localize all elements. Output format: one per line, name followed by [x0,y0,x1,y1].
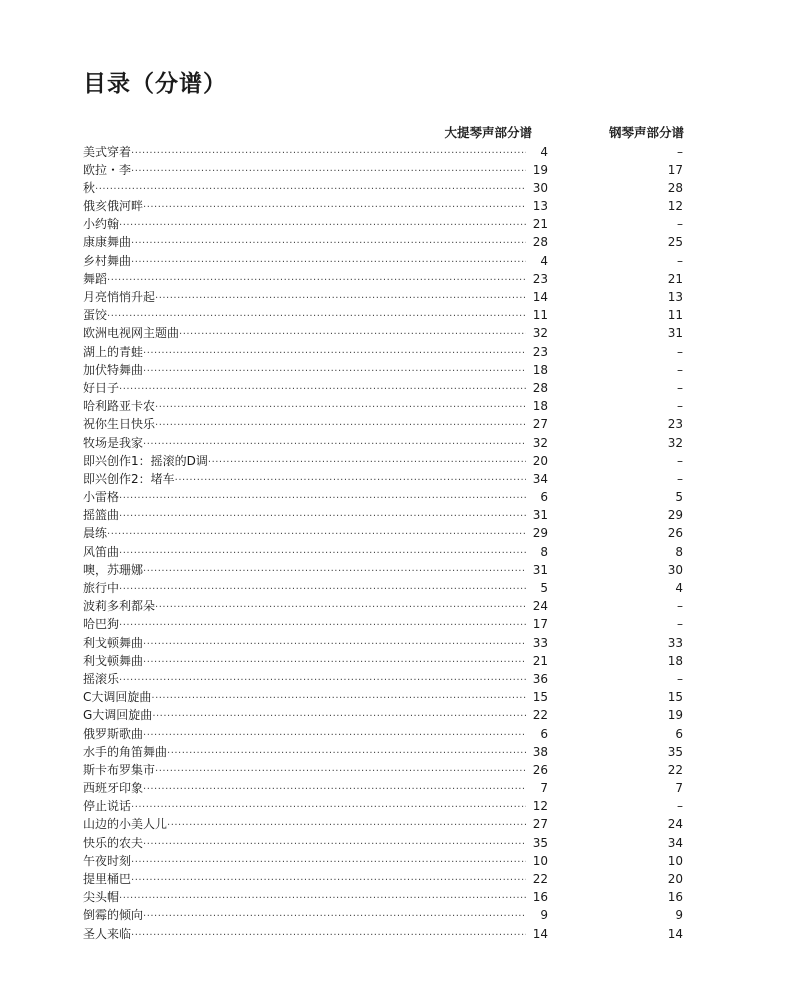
dot-leader [119,381,526,399]
entry-title: 小雷格 [83,490,120,505]
entry-title: 噢，苏珊娜 [83,562,144,577]
entry-title: 好日子 [83,380,120,395]
piano-page-number: – [677,253,683,268]
piano-page-number: 18 [667,653,683,668]
dot-leader [143,563,526,581]
toc-entry [83,179,684,197]
dot-leader [167,745,526,763]
piano-page-number: – [677,362,683,377]
viola-page-number: 32 [532,435,548,450]
toc-entry [83,379,684,397]
viola-page-number: 24 [532,599,548,614]
piano-page-number: – [677,399,683,414]
entry-title: 即兴创作2：堵车 [83,471,175,486]
dot-leader [143,636,526,654]
viola-page-number: 27 [532,417,548,432]
toc-entry [83,761,684,779]
piano-page-number: 11 [667,308,683,323]
toc-entry [83,361,684,379]
piano-page-number: 9 [675,908,683,923]
viola-page-number: 31 [532,562,548,577]
toc-entry [83,161,684,179]
dot-leader [119,581,526,599]
piano-page-number: – [677,617,683,632]
toc-entry [83,143,684,161]
viola-page-number: 20 [532,453,548,468]
dot-leader [119,617,526,635]
piano-page-number: 30 [667,562,683,577]
toc-entry [83,434,684,452]
entry-title: 祝你生日快乐 [83,417,156,432]
piano-page-number: 22 [667,762,683,777]
viola-page-number: 30 [532,180,548,195]
dot-leader [119,890,526,908]
toc-entry [83,706,684,724]
dot-leader [143,199,526,217]
piano-page-number: 12 [667,199,683,214]
dot-leader [155,417,526,435]
entry-title: 旅行中 [83,581,120,595]
dot-leader [107,272,526,290]
viola-page-number: 26 [532,762,548,777]
viola-page-number: 8 [540,544,548,559]
dot-leader [131,235,526,253]
dot-leader [131,145,526,163]
toc-entry [83,597,684,615]
dot-leader [143,781,526,799]
piano-page-number: 17 [667,162,683,177]
dot-leader [95,181,526,199]
piano-page-number: 29 [667,508,683,523]
dot-leader [119,508,526,526]
entry-title: 尖头帽 [83,890,120,905]
dot-leader [131,799,526,817]
entry-title: 哈利路亚卡农 [83,399,156,414]
entry-title: 欧洲电视网主题曲 [83,326,180,341]
dot-leader [208,454,526,472]
viola-column-header: 大提琴声部分谱 [444,125,532,140]
entry-title: 山边的小美人儿 [83,817,168,832]
piano-page-number: 35 [667,744,683,759]
viola-page-number: 22 [532,872,548,886]
dot-leader [119,217,526,235]
entry-title: 倒霉的倾向 [83,908,144,923]
dot-leader [131,163,526,181]
viola-page-number: 6 [540,726,548,741]
piano-page-number: 31 [667,326,683,341]
viola-page-number: 23 [532,271,548,286]
piano-page-number: – [677,671,683,686]
piano-page-number: – [677,799,683,814]
entry-title: 利戈顿舞曲 [83,653,144,668]
toc-entry [83,470,684,488]
entry-title: 水手的角笛舞曲 [83,744,168,759]
toc-entry [83,779,684,797]
toc-entry [83,688,684,706]
dot-leader [143,654,526,672]
viola-page-number: 7 [540,781,548,796]
viola-page-number: 10 [532,853,548,868]
dot-leader [155,763,526,781]
entry-title: 晨练 [83,526,108,541]
toc-entry [83,725,684,743]
entry-title: 舞蹈 [83,271,108,286]
entry-title: 加伏特舞曲 [83,362,144,377]
viola-page-number: 27 [532,817,548,832]
dot-leader [131,254,526,272]
dot-leader [167,817,526,835]
piano-page-number: – [677,471,683,486]
dot-leader [152,708,526,726]
dot-leader [131,872,526,890]
piano-page-number: 7 [675,781,683,796]
piano-page-number: 28 [667,180,683,195]
piano-page-number: – [677,344,683,359]
toc-entry [83,888,684,906]
piano-page-number: 21 [667,271,683,286]
entry-title: 康康舞曲 [83,235,132,250]
viola-page-number: 28 [532,235,548,250]
viola-page-number: 4 [540,253,548,268]
entry-title: 快乐的农夫 [83,835,144,850]
viola-page-number: 9 [540,908,548,923]
viola-page-number: 33 [532,635,548,650]
dot-leader [131,927,526,945]
dot-leader [155,399,526,417]
entry-title: 圣人来临 [83,926,132,941]
entry-title: 俄罗斯歌曲 [83,726,144,741]
entry-title: 风笛曲 [83,544,120,559]
entry-title: 午夜时刻 [83,853,132,868]
entry-title: 利戈顿舞曲 [83,635,144,650]
toc-entry [83,670,684,688]
piano-page-number: – [677,217,683,232]
viola-page-number: 6 [540,490,548,505]
toc-entry [83,415,684,433]
dot-leader [119,672,526,690]
toc-entry [83,270,684,288]
piano-page-number: 15 [667,690,683,705]
toc-entry [83,852,684,870]
dot-leader [143,836,526,854]
entry-title: 小约翰 [83,217,120,232]
piano-page-number: 14 [667,926,683,941]
entry-title: 西班牙印象 [83,781,144,796]
entry-title: G大调回旋曲 [83,708,153,723]
piano-page-number: 5 [675,490,683,505]
viola-page-number: 4 [540,144,548,159]
dot-leader [131,854,526,872]
toc-entry [83,906,684,924]
viola-page-number: 14 [532,290,548,304]
toc-entry [83,288,684,306]
dot-leader [119,490,526,508]
entry-title: 乡村舞曲 [83,253,132,268]
piano-page-number: 19 [667,708,683,723]
viola-page-number: 18 [532,399,548,414]
entry-title: 秋 [83,180,96,195]
piano-page-number: 24 [667,817,683,832]
dot-leader [143,727,526,745]
toc-entry [83,579,684,597]
toc-entry [83,324,684,342]
dot-leader [179,326,526,344]
toc-entry [83,815,684,833]
piano-page-number: 26 [667,526,683,541]
piano-page-number: – [677,453,683,468]
entry-title: 摇滚乐 [83,671,120,686]
viola-page-number: 31 [532,508,548,523]
viola-page-number: 21 [532,217,548,232]
toc-entry [83,870,684,888]
piano-page-number: 33 [667,635,683,650]
viola-page-number: 11 [532,308,548,323]
piano-column-header: 钢琴声部分谱 [608,125,684,140]
viola-page-number: 29 [532,526,548,541]
viola-page-number: 23 [532,344,548,359]
dot-leader [155,290,526,308]
entry-title: 美式穿着 [83,144,132,159]
viola-page-number: 18 [532,362,548,377]
entry-title: 欧拉・李 [83,162,132,177]
toc-entry [83,215,684,233]
viola-page-number: 38 [532,744,548,759]
viola-page-number: 16 [532,890,548,905]
viola-page-number: 21 [532,653,548,668]
piano-page-number: 10 [667,853,683,868]
viola-page-number: 19 [532,162,548,177]
entry-title: 俄亥俄河畔 [83,199,144,214]
piano-page-number: – [677,380,683,395]
viola-page-number: 13 [532,199,548,214]
dot-leader [107,526,526,544]
viola-page-number: 28 [532,380,548,395]
entry-title: 停止说话 [83,799,132,814]
entry-title: C大调回旋曲 [83,690,152,705]
toc-entry [83,197,684,215]
entry-title: 斯卡布罗集市 [83,762,156,777]
toc-entry [83,397,684,415]
toc-entry [83,306,684,324]
piano-page-number: 34 [667,835,683,850]
entry-title: 哈巴狗 [83,617,120,632]
toc-entry [83,834,684,852]
toc-entry [83,925,684,943]
entry-title: 波莉多利都朵 [83,599,156,614]
toc-entry [83,452,684,470]
viola-page-number: 35 [532,835,548,850]
viola-page-number: 34 [532,471,548,486]
toc-entry [83,233,684,251]
toc-entry [83,543,684,561]
table-of-contents [83,143,684,943]
dot-leader [155,599,526,617]
toc-entry [83,743,684,761]
piano-page-number: – [677,599,683,614]
toc-entry [83,524,684,542]
toc-entry [83,561,684,579]
toc-entry [83,797,684,815]
dot-leader [143,363,526,381]
dot-leader [119,545,526,563]
dot-leader [143,908,526,926]
piano-page-number: – [677,144,683,159]
piano-page-number: 25 [667,235,683,250]
toc-entry [83,634,684,652]
toc-entry [83,652,684,670]
viola-page-number: 12 [532,799,548,814]
viola-page-number: 22 [532,708,548,723]
toc-entry [83,343,684,361]
viola-page-number: 15 [532,690,548,705]
piano-page-number: 13 [667,290,683,304]
piano-page-number: 23 [667,417,683,432]
entry-title: 牧场是我家 [83,435,144,450]
piano-page-number: 16 [667,890,683,905]
viola-page-number: 5 [540,581,548,595]
piano-page-number: 20 [667,872,683,886]
entry-title: 即兴创作1：摇滚的D调 [83,453,208,468]
viola-page-number: 14 [532,926,548,941]
toc-entry [83,488,684,506]
piano-page-number: 6 [675,726,683,741]
toc-entry [83,615,684,633]
toc-entry [83,506,684,524]
entry-title: 摇篮曲 [83,508,120,523]
dot-leader [151,690,526,708]
piano-page-number: 4 [675,581,683,595]
viola-page-number: 17 [532,617,548,632]
entry-title: 湖上的青蛙 [83,344,144,359]
piano-page-number: 32 [667,435,683,450]
viola-page-number: 36 [532,671,548,686]
entry-title: 蛋饺 [83,308,108,323]
piano-page-number: 8 [675,544,683,559]
dot-leader [143,345,526,363]
toc-entry [83,252,684,270]
entry-title: 月亮悄悄升起 [83,290,156,304]
dot-leader [175,472,526,490]
viola-page-number: 32 [532,326,548,341]
page-title: 目录（分谱） [83,71,227,97]
entry-title: 提里桶巴 [83,872,132,886]
